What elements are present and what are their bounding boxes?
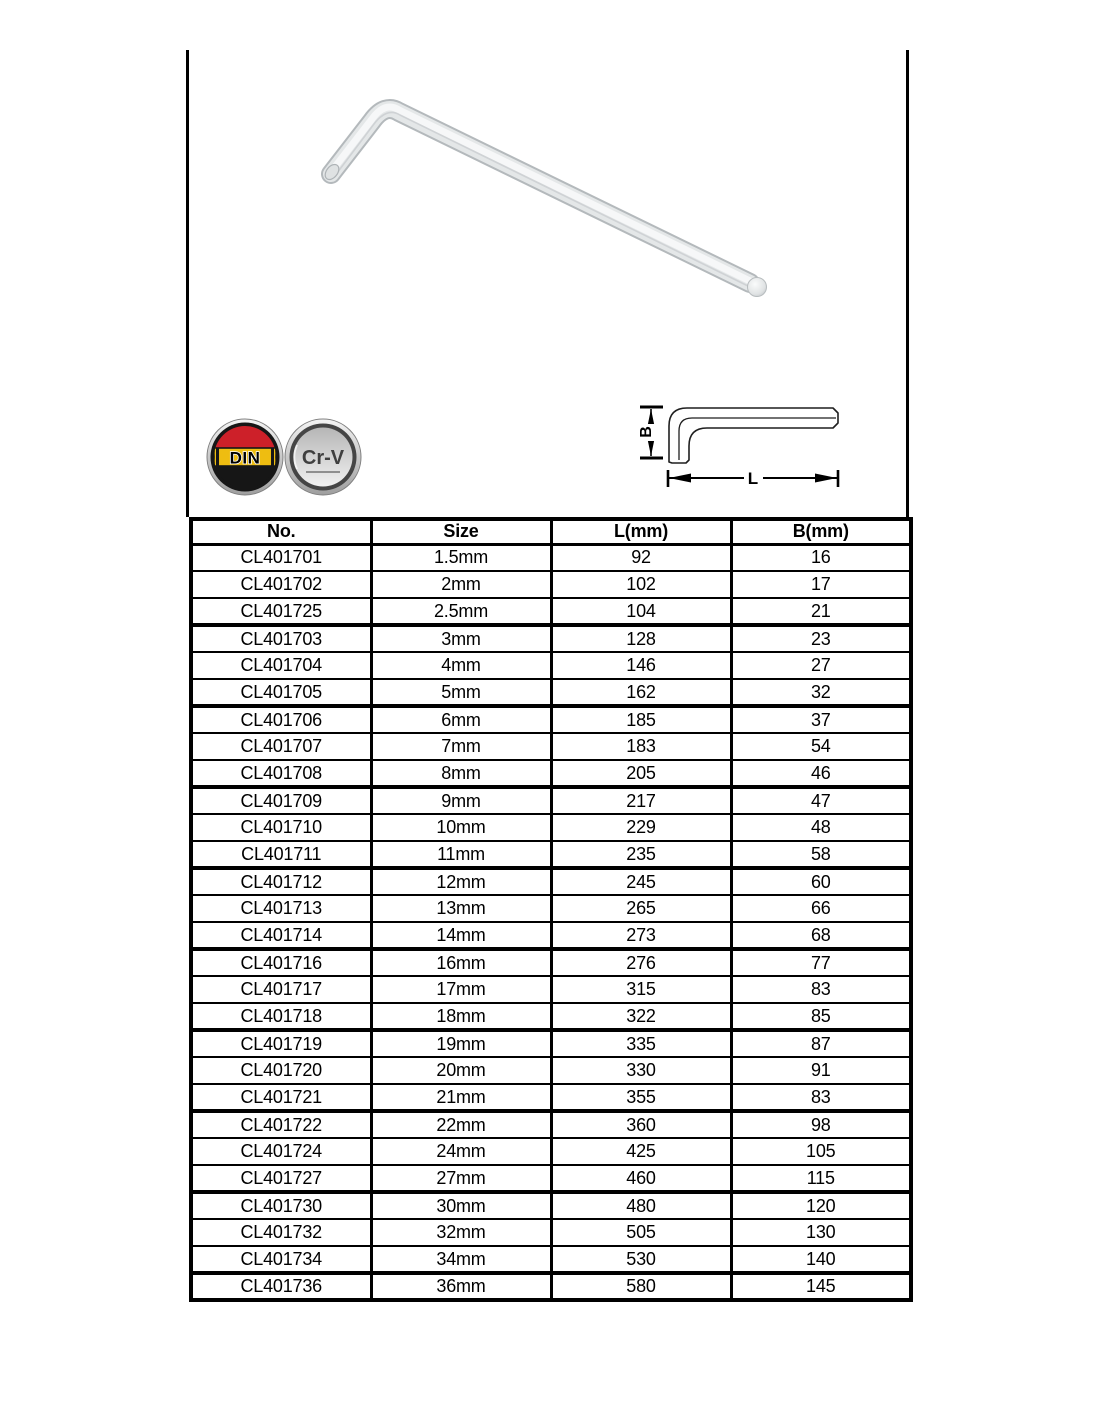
table-cell: 27 [731, 652, 911, 679]
table-cell: 83 [731, 1084, 911, 1111]
table-cell: 217 [551, 787, 731, 814]
table-cell: CL401727 [191, 1165, 371, 1192]
table-header-row [191, 519, 911, 544]
table-cell: CL401736 [191, 1273, 371, 1300]
table-cell: CL401710 [191, 814, 371, 841]
table-cell: 120 [731, 1192, 911, 1219]
table-cell: 68 [731, 922, 911, 949]
table-cell: 245 [551, 868, 731, 895]
table-row [191, 1192, 911, 1219]
table-cell: 146 [551, 652, 731, 679]
table-cell: 183 [551, 733, 731, 760]
table-cell: 102 [551, 571, 731, 598]
table-row [191, 571, 911, 598]
table-row [191, 1111, 911, 1138]
table-row [191, 1273, 911, 1300]
table-cell: 145 [731, 1273, 911, 1300]
table-cell: CL401717 [191, 976, 371, 1003]
table-cell: 87 [731, 1030, 911, 1057]
table-cell: 2.5mm [371, 598, 551, 625]
table-cell: 162 [551, 679, 731, 706]
table-cell: CL401734 [191, 1246, 371, 1273]
table-cell: CL401705 [191, 679, 371, 706]
din-badge [206, 418, 284, 496]
table-cell: 91 [731, 1057, 911, 1084]
table-cell: 360 [551, 1111, 731, 1138]
table-row [191, 1138, 911, 1165]
table-cell: CL401706 [191, 706, 371, 733]
table-cell: 58 [731, 841, 911, 868]
table-cell: CL401720 [191, 1057, 371, 1084]
table-cell: CL401722 [191, 1111, 371, 1138]
table-row [191, 895, 911, 922]
diagram-key-outline [669, 408, 838, 463]
table-row [191, 625, 911, 652]
table-cell: 12mm [371, 868, 551, 895]
table-cell: CL401714 [191, 922, 371, 949]
table-cell: 235 [551, 841, 731, 868]
table-cell: 37 [731, 706, 911, 733]
b-dimension-label: B [638, 426, 655, 438]
hex-key-shaft [322, 107, 766, 297]
table-cell: CL401713 [191, 895, 371, 922]
table-cell: 273 [551, 922, 731, 949]
table-cell: 54 [731, 733, 911, 760]
l-dimension-label: L [747, 469, 759, 488]
table-cell: 105 [731, 1138, 911, 1165]
dimension-diagram [628, 396, 853, 496]
table-cell: 60 [731, 868, 911, 895]
table-cell: 7mm [371, 733, 551, 760]
table-row [191, 976, 911, 1003]
table-cell: 98 [731, 1111, 911, 1138]
table-cell: 34mm [371, 1246, 551, 1273]
table-cell: CL401701 [191, 544, 371, 571]
table-cell: 48 [731, 814, 911, 841]
header-size: Size [371, 519, 551, 544]
table-cell: 276 [551, 949, 731, 976]
table-cell: 4mm [371, 652, 551, 679]
table-cell: 24mm [371, 1138, 551, 1165]
table-row [191, 679, 911, 706]
table-cell: 335 [551, 1030, 731, 1057]
table-cell: CL401721 [191, 1084, 371, 1111]
left-frame-line [186, 50, 189, 517]
table-row [191, 706, 911, 733]
table-cell: 460 [551, 1165, 731, 1192]
table-cell: 21mm [371, 1084, 551, 1111]
header-b-mm: B(mm) [731, 519, 911, 544]
table-cell: CL401703 [191, 625, 371, 652]
table-cell: 32 [731, 679, 911, 706]
table-cell: 8mm [371, 760, 551, 787]
table-cell: 20mm [371, 1057, 551, 1084]
table-cell: 265 [551, 895, 731, 922]
table-cell: 13mm [371, 895, 551, 922]
table-row [191, 814, 911, 841]
ball-end-hex-key-photo [300, 60, 790, 310]
table-cell: 185 [551, 706, 731, 733]
table-cell: 66 [731, 895, 911, 922]
table-cell: 580 [551, 1273, 731, 1300]
din-label: DIN [229, 448, 261, 468]
table-cell: 85 [731, 1003, 911, 1030]
table-cell: 2mm [371, 571, 551, 598]
table-cell: 3mm [371, 625, 551, 652]
table-row [191, 1003, 911, 1030]
header-l-mm: L(mm) [551, 519, 731, 544]
header-no: No. [191, 519, 371, 544]
table-cell: 128 [551, 625, 731, 652]
table-cell: 23 [731, 625, 911, 652]
table-cell: 16mm [371, 949, 551, 976]
table-cell: CL401712 [191, 868, 371, 895]
table-cell: 322 [551, 1003, 731, 1030]
table-cell: 16 [731, 544, 911, 571]
table-cell: CL401725 [191, 598, 371, 625]
crv-label: Cr-V [301, 447, 345, 469]
table-cell: 505 [551, 1219, 731, 1246]
table-row [191, 733, 911, 760]
table-cell: 92 [551, 544, 731, 571]
table-row [191, 544, 911, 571]
table-cell: 140 [731, 1246, 911, 1273]
table-cell: CL401724 [191, 1138, 371, 1165]
table-cell: 330 [551, 1057, 731, 1084]
l-dimension [668, 469, 838, 488]
table-cell: 115 [731, 1165, 911, 1192]
table-cell: 22mm [371, 1111, 551, 1138]
table-cell: CL401711 [191, 841, 371, 868]
table-cell: 205 [551, 760, 731, 787]
table-cell: 1.5mm [371, 544, 551, 571]
table-row [191, 760, 911, 787]
table-row [191, 841, 911, 868]
table-cell: 36mm [371, 1273, 551, 1300]
table-cell: CL401702 [191, 571, 371, 598]
table-cell: CL401732 [191, 1219, 371, 1246]
table-cell: 47 [731, 787, 911, 814]
table-cell: 229 [551, 814, 731, 841]
table-cell: 5mm [371, 679, 551, 706]
table-cell: CL401704 [191, 652, 371, 679]
table-cell: CL401708 [191, 760, 371, 787]
hex-key-ball-end [748, 278, 767, 297]
table-cell: 480 [551, 1192, 731, 1219]
table-cell: CL401707 [191, 733, 371, 760]
table-cell: CL401709 [191, 787, 371, 814]
table-cell: 18mm [371, 1003, 551, 1030]
table-cell: 10mm [371, 814, 551, 841]
table-cell: 14mm [371, 922, 551, 949]
table-row [191, 1219, 911, 1246]
table-cell: 27mm [371, 1165, 551, 1192]
table-row [191, 1246, 911, 1273]
right-frame-line [906, 50, 909, 517]
table-cell: 77 [731, 949, 911, 976]
table-row [191, 922, 911, 949]
table-cell: 9mm [371, 787, 551, 814]
table-row [191, 868, 911, 895]
crv-badge [284, 418, 362, 496]
table-cell: 130 [731, 1219, 911, 1246]
table-row [191, 1057, 911, 1084]
table-cell: 32mm [371, 1219, 551, 1246]
table-row [191, 652, 911, 679]
table-body [191, 544, 911, 1300]
table-row [191, 598, 911, 625]
table-cell: 11mm [371, 841, 551, 868]
table-cell: 30mm [371, 1192, 551, 1219]
table-cell: CL401716 [191, 949, 371, 976]
table-cell: 19mm [371, 1030, 551, 1057]
table-cell: 83 [731, 976, 911, 1003]
table-cell: 425 [551, 1138, 731, 1165]
table-cell: CL401730 [191, 1192, 371, 1219]
table-row [191, 787, 911, 814]
table-cell: 17mm [371, 976, 551, 1003]
spec-table [189, 517, 913, 1302]
table-cell: 315 [551, 976, 731, 1003]
table-cell: 21 [731, 598, 911, 625]
table-row [191, 1084, 911, 1111]
table-cell: 46 [731, 760, 911, 787]
table-row [191, 949, 911, 976]
b-dimension [638, 407, 663, 458]
table-cell: 530 [551, 1246, 731, 1273]
table-cell: 17 [731, 571, 911, 598]
table-row [191, 1030, 911, 1057]
table-cell: 6mm [371, 706, 551, 733]
table-cell: CL401719 [191, 1030, 371, 1057]
table-row [191, 1165, 911, 1192]
table-cell: 355 [551, 1084, 731, 1111]
table-cell: 104 [551, 598, 731, 625]
table-cell: CL401718 [191, 1003, 371, 1030]
